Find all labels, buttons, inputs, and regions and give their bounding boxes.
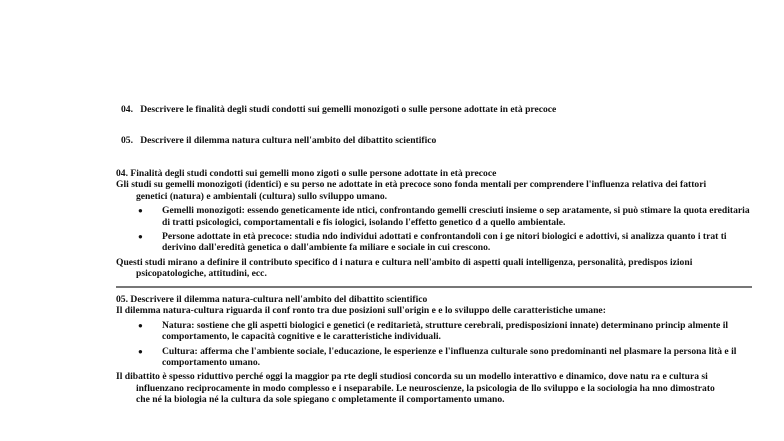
answer-outro-line: influenzano reciprocamente in modo complesso e i nseparabile. Le neuroscienze, la psicologia de llo sviluppo e la sociologia ha nno dimostrato	[136, 382, 715, 394]
answer-intro-line: genetici (natura) e ambientali (cultura) sullo sviluppo umano.	[136, 190, 388, 202]
question-number: 04.	[121, 104, 133, 115]
list-item-text: Gemelli monozigoti: essendo geneticamente ide ntici, confrontando gemelli cresciuti insieme o sep aratamente, si può stimare la quota ereditaria di tratti psicologici, comportamentali e fis iologici, isolando l'effetto genetico d a quello ambientale.	[162, 205, 750, 228]
bullet-icon: ●	[138, 232, 143, 242]
list-item	[116, 346, 756, 369]
answer-04-section	[116, 168, 756, 280]
list-item	[116, 320, 756, 343]
answer-outro-line: che né la biologia né la cultura da sole spiegano c ompletamente il comportamento umano.	[136, 394, 505, 406]
question-text: Descrivere il dilemma natura cultura nell'ambito del dibattito scientifico	[140, 135, 437, 146]
answer-heading: 04. Finalità degli studi condotti sui gemelli mono zigoti o sulle persone adottate in età precoce	[116, 168, 497, 179]
bullet-icon: ●	[138, 206, 143, 216]
answer-outro-line: Questi studi mirano a definire il contributo specifico d i natura e cultura nell'ambito di aspetti quali intelligenza, personalità, predispos izioni	[116, 256, 693, 268]
bullet-icon: ●	[138, 346, 143, 356]
question-number: 05.	[121, 135, 133, 146]
answer-05-section	[116, 294, 756, 406]
question-04	[121, 104, 556, 115]
section-divider	[116, 286, 752, 288]
bullet-list	[116, 205, 756, 254]
question-05	[121, 135, 436, 146]
question-text: Descrivere le finalità degli studi condotti sui gemelli monozigoti o sulle persone adottate in età precoce	[140, 104, 557, 115]
answer-intro-line: Gli studi su gemelli monozigoti (identici) e su perso ne adottate in età precoce sono fonda mentali per comprendere l'influenza relativa dei fattori	[116, 179, 707, 191]
list-item-text: Natura: sostiene che gli aspetti biologici e genetici (e reditarietà, strutture cerebrali, predisposizioni innate) determinano princip almente il comportamento, le capacità cognitive e le caratteristiche individuali.	[162, 319, 729, 343]
answer-intro: Il dilemma natura-cultura riguarda il conf ronto tra due posizioni sull'origin e e lo sviluppo delle caratteristiche umane:	[116, 305, 606, 317]
answer-outro-line: psicopatologiche, attitudini, ecc.	[136, 268, 267, 280]
list-item	[116, 205, 756, 228]
answer-outro-line: Il dibattito è spesso riduttivo perché oggi la maggior pa rte degli studiosi concorda su un modello interattivo e dinamico, dove natu ra e cultura si	[116, 371, 708, 383]
answer-heading: 05. Descrivere il dilemma natura-cultura nell'ambito del dibattito scientifico	[116, 294, 428, 305]
list-item-text: Persone adottate in età precoce: studia ndo individui adottati e confrontandoli con i ge nitori biologici e adottivi, si analizza quanto i trat ti derivino dall'eredità genetica o dall'ambiente fa miliare e sociale in cui crescono.	[162, 231, 727, 254]
bullet-list	[116, 320, 756, 369]
bullet-icon: ●	[138, 320, 143, 330]
list-item-text: Cultura: afferma che l'ambiente sociale, l'educazione, le esperienze e l'influenza culturale sono predominanti nel plasmare la persona lità e il comportamento umano.	[162, 345, 737, 369]
list-item	[116, 231, 756, 254]
